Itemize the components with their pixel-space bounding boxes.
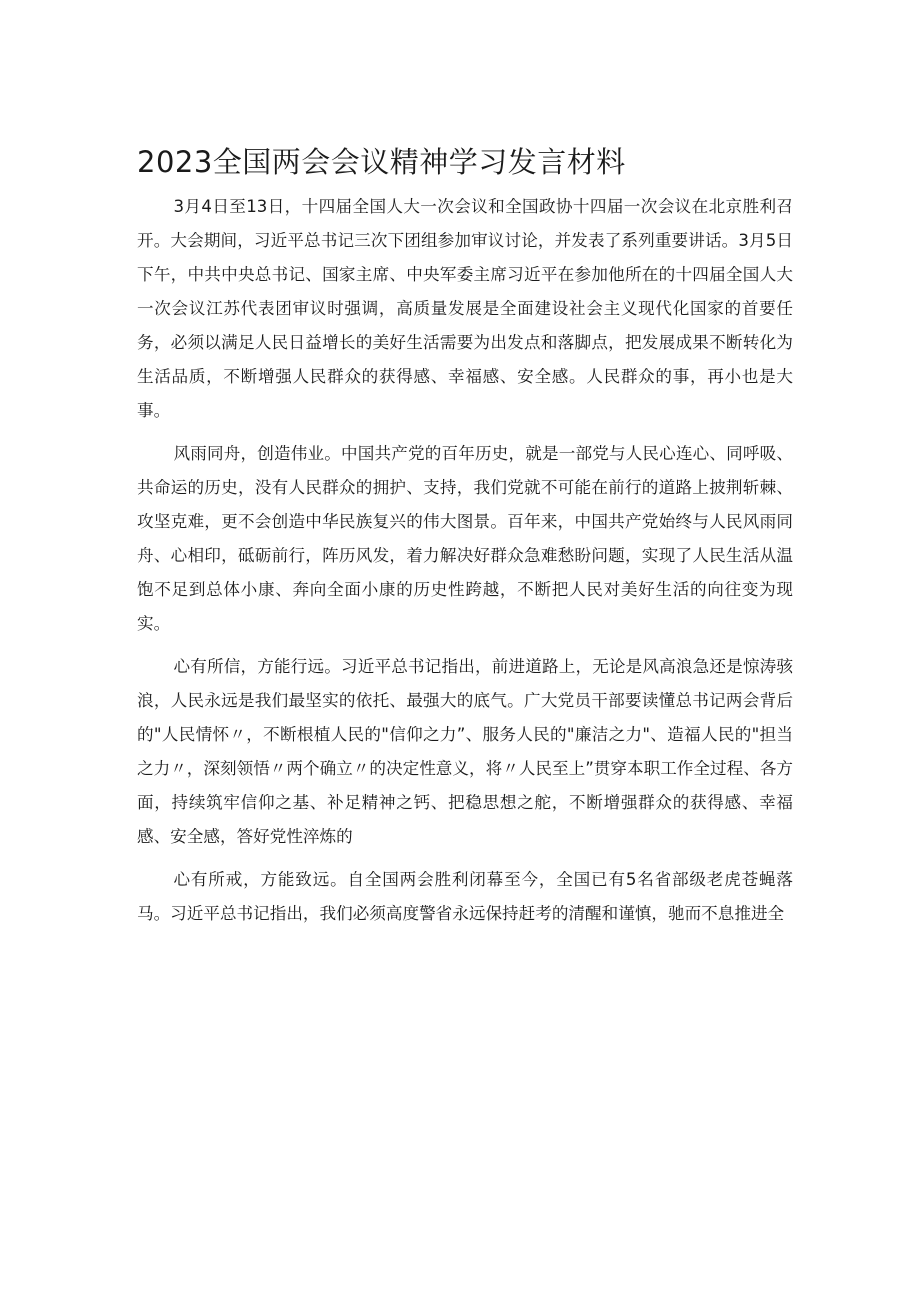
- document-body: [137, 190, 793, 931]
- paragraph-history: 风雨同舟，创造伟业。中国共产党的百年历史，就是一部党与人民心连心、同呼吸、共命运的历史，没有人民群众的拥护、支持，我们党就不可能在前行的道路上披荆斩棘、攻坚克难，更不会创造中华民族复兴的伟大图景。百年来，中国共产党始终与人民风雨同舟、心相印，砥砺前行，阵历风发，着力解决好群众急难愁盼问题，实现了人民生活从温饱不足到总体小康、奔向全面小康的历史性跨越，不断把人民对美好生活的向往变为现实。: [137, 444, 793, 633]
- paragraph-discipline: 心有所戒，方能致远。自全国两会胜利闭幕至今，全国已有5名省部级老虎苍蝇落马。习近平总书记指出，我们必须高度警省永远保持赶考的清醒和谨慎，驰而不息推进全: [137, 870, 793, 923]
- paragraph-intro: 3月4日至13日，十四届全国人大一次会议和全国政协十四届一次会议在北京胜利召开。大会期间，习近平总书记三次下团组参加审议讨论，并发表了系列重要讲话。3月5日下午，中共中央总书记、国家主席、中央军委主席习近平在参加他所在的十四届全国人大一次会议江苏代表团审议时强调，高质量发展是全面建设社会主义现代化国家的首要任务，必须以满足人民日益增长的美好生活需要为出发点和落脚点，把发展成果不断转化为生活品质，不断增强人民群众的获得感、幸福感、安全感。人民群众的事，再小也是大事。: [137, 197, 793, 420]
- paragraph-belief: 心有所信，方能行远。习近平总书记指出，前进道路上，无论是风高浪急还是惊涛骇浪，人民永远是我们最坚实的依托、最强大的底气。广大党员干部要读懂总书记两会背后的"人民情怀〃，不断根植人民的"信仰之力”、服务人民的"廉洁之力"、造福人民的"担当之力〃，深刻领悟〃两个确立〃的决定性意义，将〃人民至上”贯穿本职工作全过程、各方面，持续筑牢信仰之基、补足精神之钙、把稳思想之舵，不断增强群众的获得感、幸福感、安全感，答好党性淬炼的: [137, 657, 793, 846]
- document-title: 2023全国两会会议精神学习发言材料: [137, 145, 626, 179]
